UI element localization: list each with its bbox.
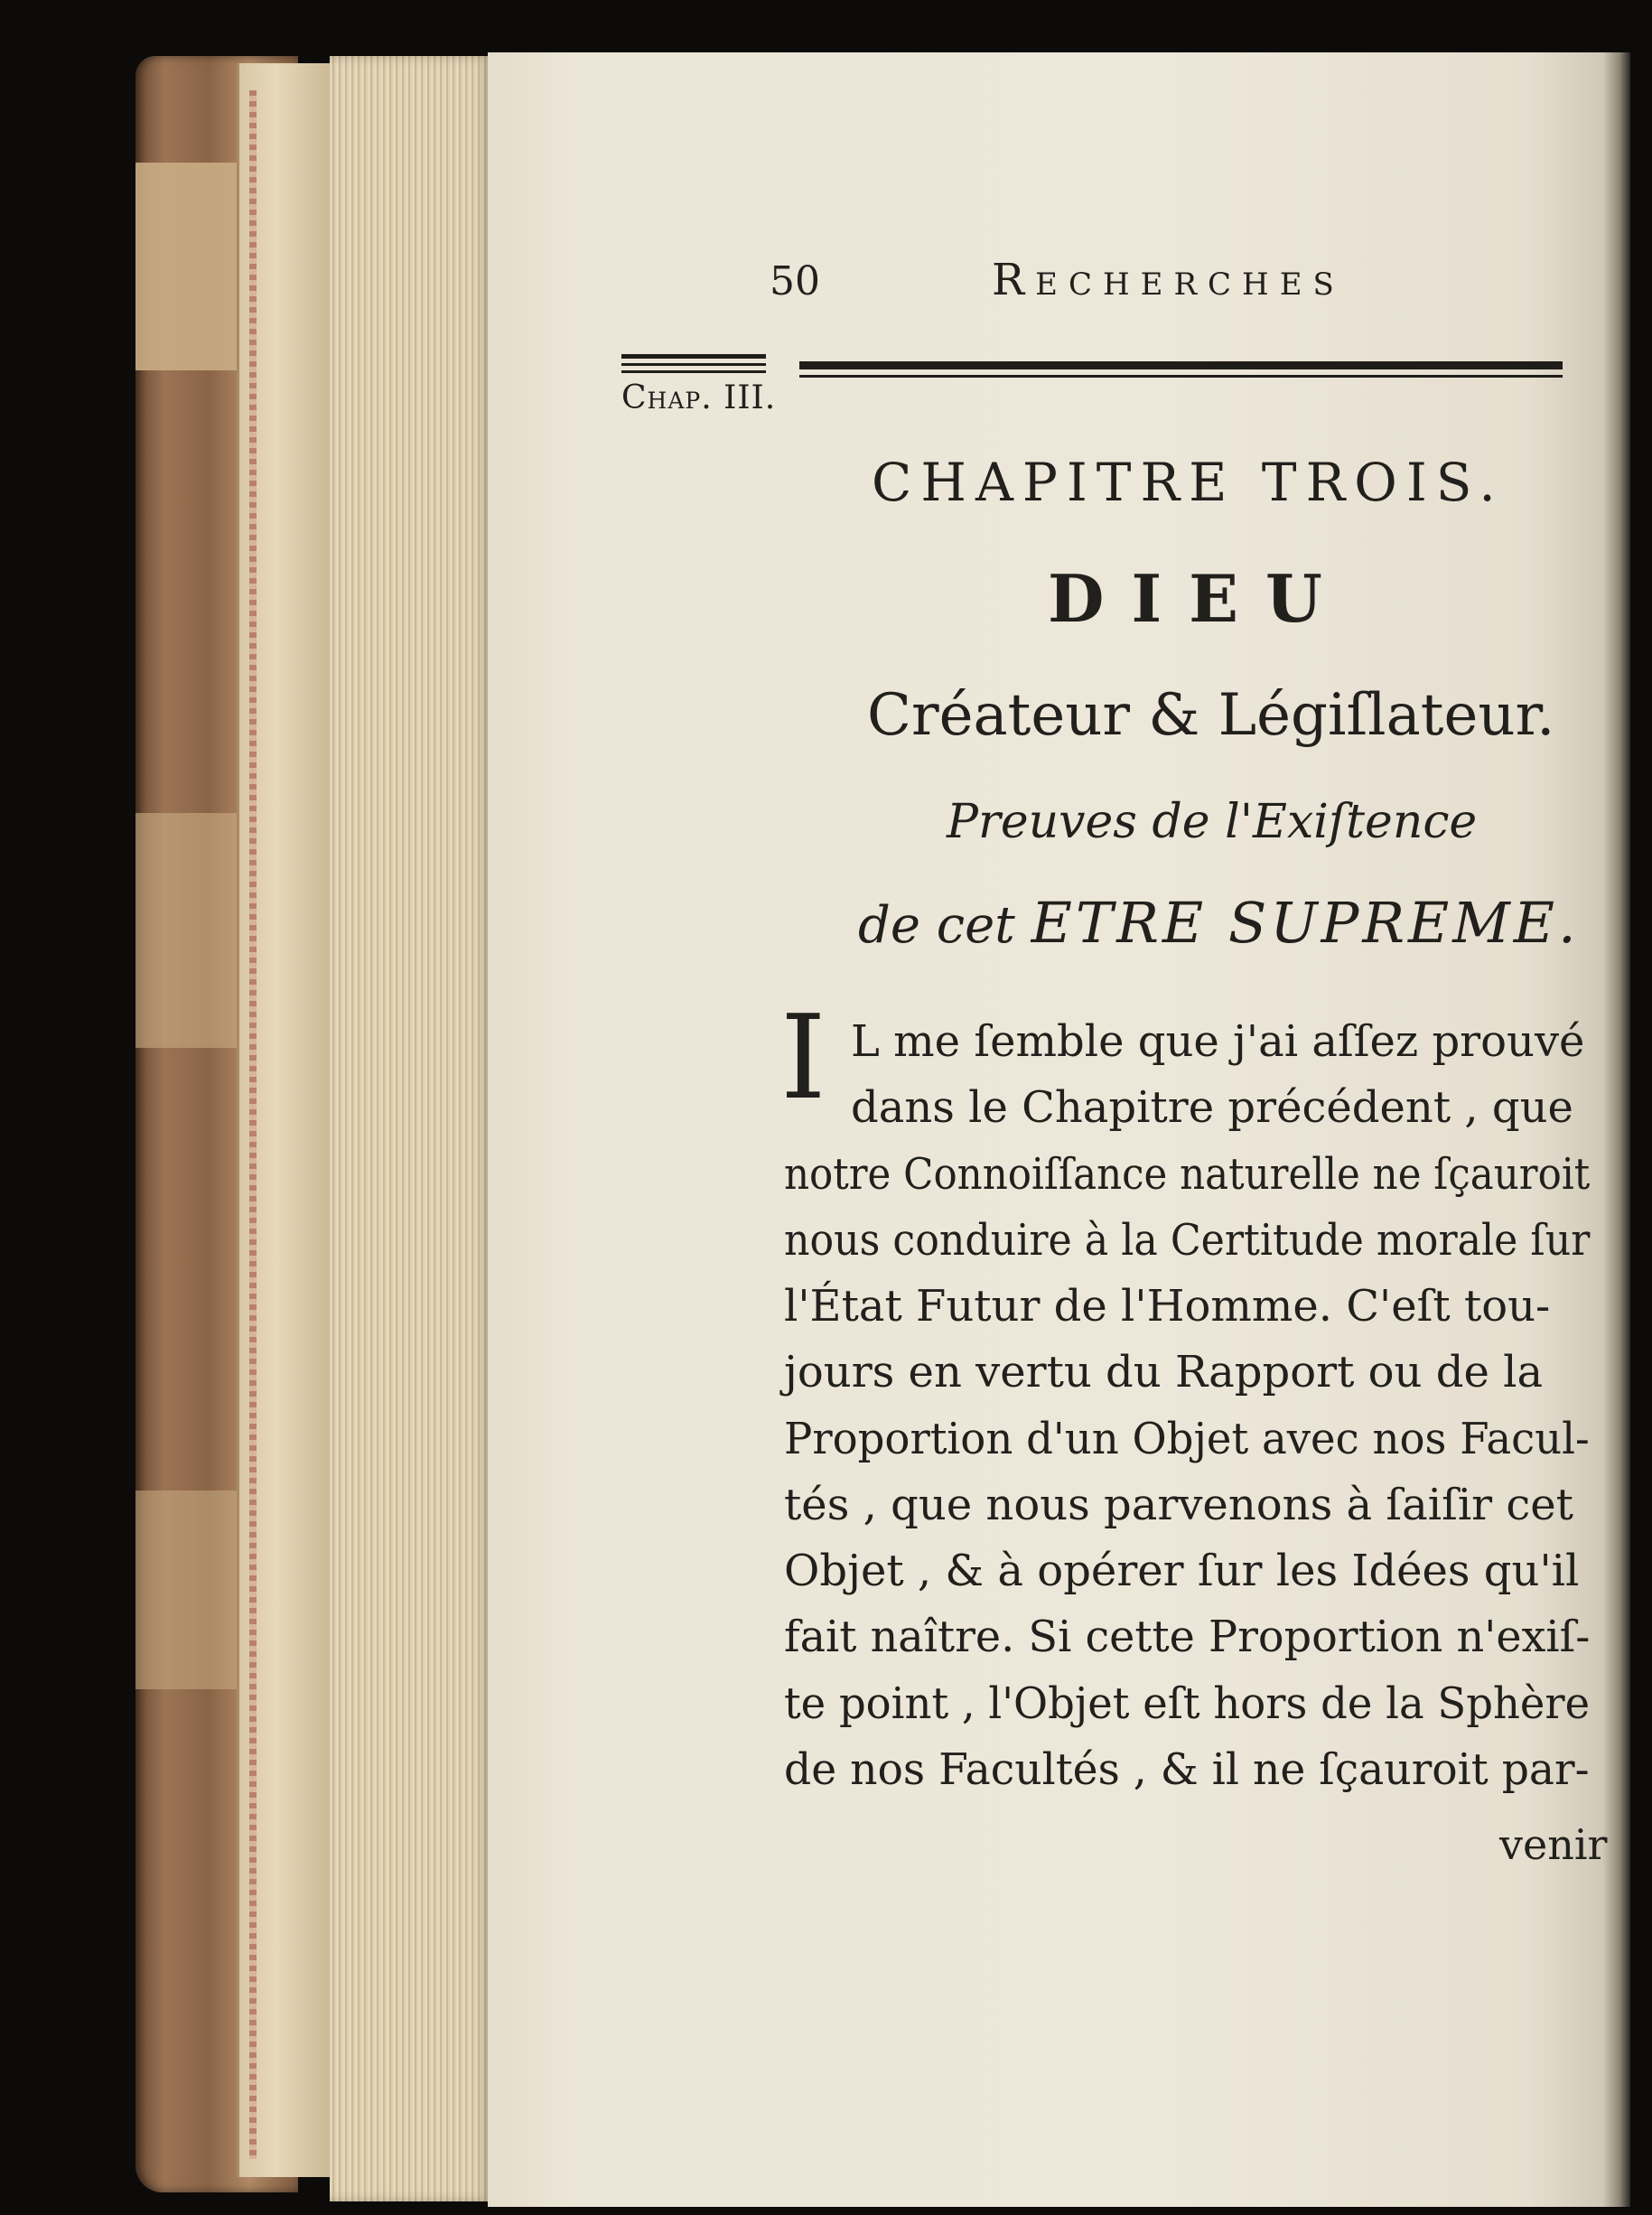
- page-number: 50: [770, 258, 820, 304]
- cover-leather-band: [135, 813, 244, 1048]
- italic-heading-emphasis: ETRE SUPREME.: [1031, 890, 1580, 956]
- short-rule: [621, 354, 766, 359]
- page-gutter-shadow: [1603, 52, 1630, 2207]
- chapter-subtitle: Créateur & Légiſlateur.: [867, 682, 1555, 749]
- sprinkled-red-edge: [249, 90, 257, 2159]
- body-line: te point , l'Objet eſt hors de la Sphère: [784, 1678, 1591, 1729]
- chapter-label: Chap. III.: [621, 379, 777, 416]
- body-line: nous conduire à la Certitude morale ſur: [784, 1215, 1591, 1266]
- body-line: notre Connoiſſance naturelle ne ſçauroit: [784, 1149, 1591, 1200]
- body-line: Proportion d'un Objet avec nos Facul-: [784, 1414, 1590, 1464]
- italic-heading-line-1: Preuves de l'Exiſtence: [947, 795, 1478, 849]
- cover-leather-band: [135, 1491, 244, 1689]
- body-line: de nos Facultés , & il ne ſçauroit par-: [784, 1744, 1590, 1795]
- body-line: L me ſemble que j'ai aſſez prouvé: [851, 1016, 1585, 1067]
- page-block-edges: [330, 56, 492, 2201]
- body-line: dans le Chapitre précédent , que: [851, 1082, 1573, 1133]
- thick-rule: [799, 361, 1563, 369]
- italic-heading-prefix: de cet: [858, 896, 1031, 955]
- body-line: tés , que nous parvenons à ſaiſir cet: [784, 1480, 1573, 1530]
- body-line: Objet , & à opérer ſur les Idées qu'il: [784, 1546, 1580, 1596]
- thin-rule: [799, 375, 1563, 378]
- chapter-title: CHAPITRE TROIS.: [872, 452, 1505, 513]
- short-rule: [621, 363, 766, 366]
- body-line: fait naître. Si cette Proportion n'exiſ-: [784, 1612, 1591, 1662]
- body-line: jours en vertu du Rapport ou de la: [784, 1347, 1544, 1397]
- italic-heading-line-2: [858, 890, 1580, 956]
- catchword: venir: [1499, 1820, 1608, 1869]
- running-title: Recherches: [992, 255, 1345, 305]
- body-line: l'État Futur de l'Homme. C'eſt tou-: [784, 1281, 1551, 1332]
- drop-cap: I: [780, 991, 826, 1126]
- short-rule: [621, 370, 766, 373]
- cover-leather-band: [135, 163, 244, 370]
- chapter-heading: DIEU: [1048, 560, 1349, 637]
